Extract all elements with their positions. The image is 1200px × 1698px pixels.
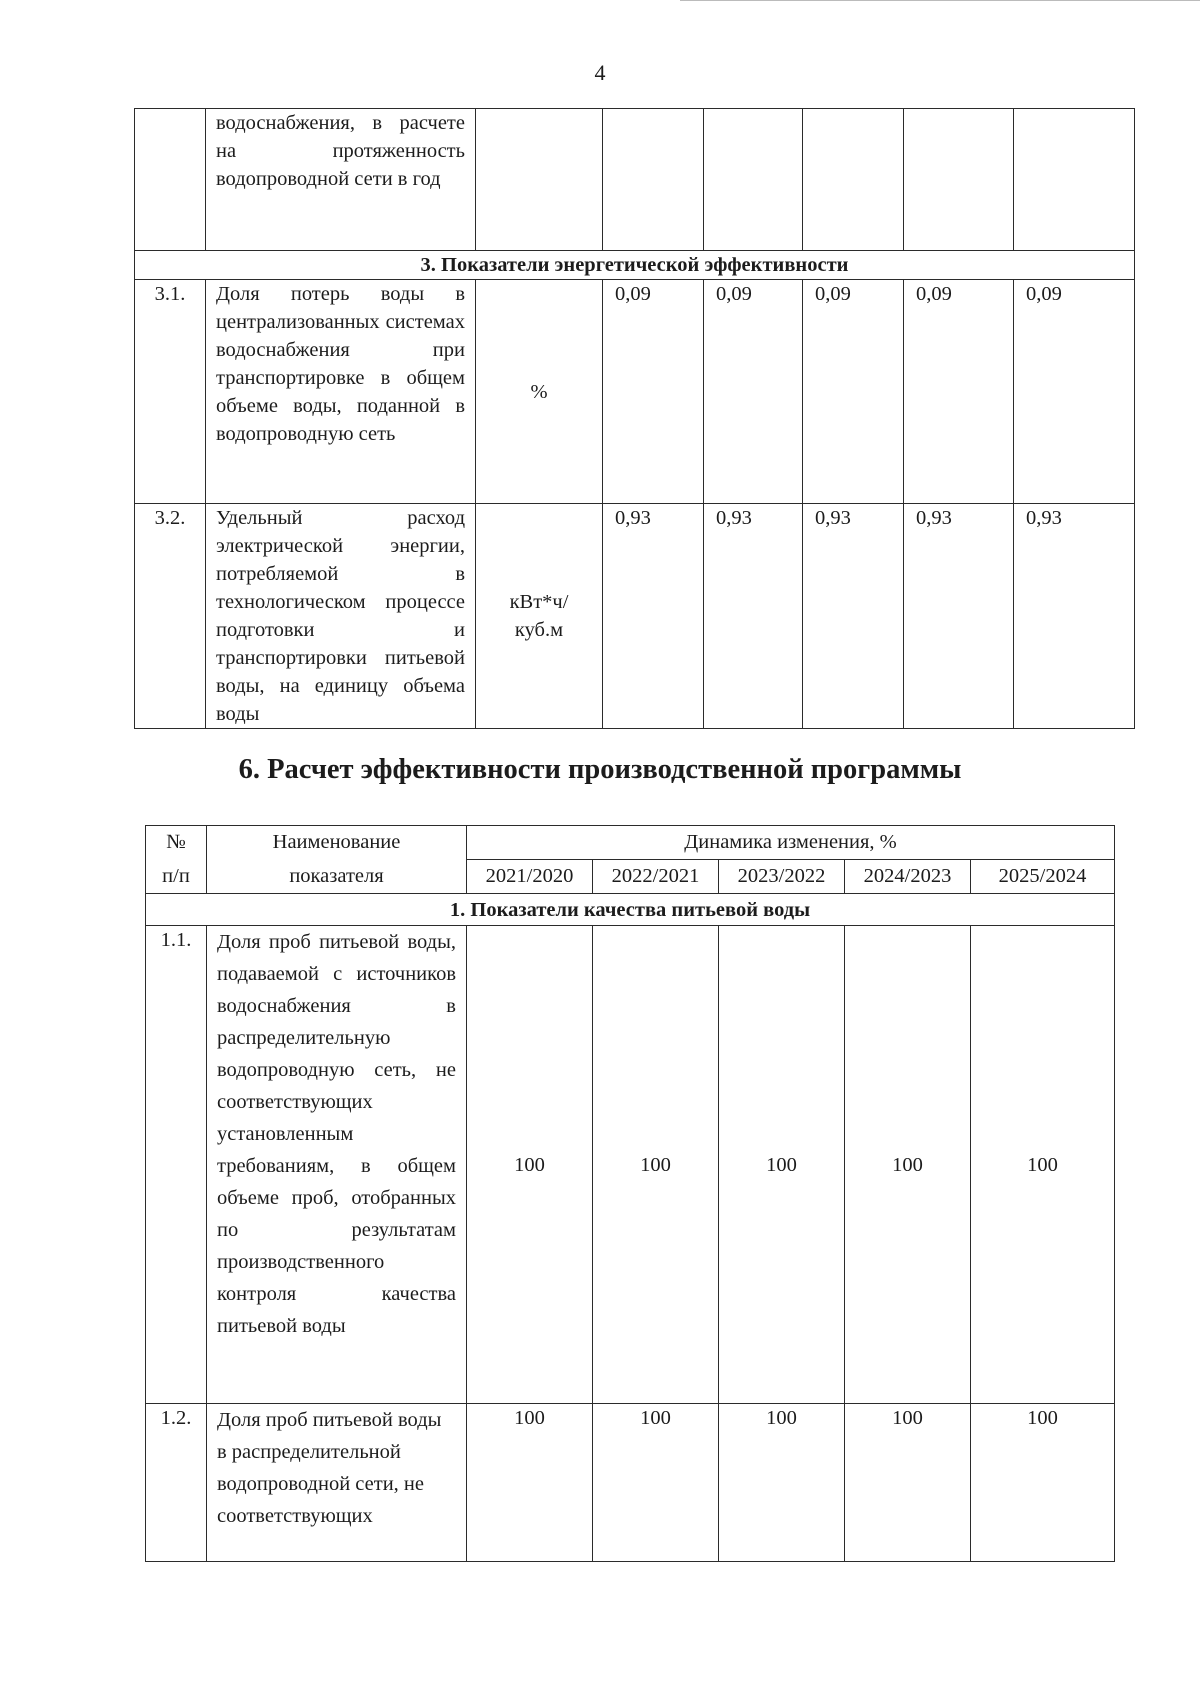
value-cell: 100: [593, 1404, 719, 1562]
value-cell: 0,93: [904, 504, 1014, 729]
row-number-cell: 1.1.: [146, 926, 207, 1404]
table-row: [146, 926, 1115, 1404]
table-row: [135, 504, 1135, 729]
value-cell: 100: [719, 926, 845, 1404]
period-header: 2023/2022: [719, 860, 845, 894]
section-row: [135, 251, 1135, 280]
value-cell: 0,09: [1014, 280, 1135, 504]
unit-cell: %: [476, 280, 603, 504]
indicator-name-cell: Доля проб питьевой воды в распределительной водопроводной сети, не соответствующих: [207, 1404, 467, 1562]
header-row: [146, 826, 1115, 860]
num-header: №: [146, 826, 207, 860]
row-number-cell: 1.2.: [146, 1404, 207, 1562]
row-number-cell: 3.1.: [135, 280, 206, 504]
name-header-line2: показателя: [207, 860, 467, 894]
indicator-name-cell: Доля проб питьевой воды, подаваемой с источников водоснабжения в распределительную водопроводную сеть, не соответствующих установленным требованиям, в общем объеме проб, отобранных по результатам производственного контроля качества питьевой воды: [207, 926, 467, 1404]
period-header: 2024/2023: [845, 860, 971, 894]
section-heading: 6. Расчет эффективности производственной программы: [238, 754, 962, 785]
value-cell: 100: [467, 926, 593, 1404]
period-header: 2021/2020: [467, 860, 593, 894]
period-header: 2025/2024: [971, 860, 1115, 894]
value-cell: 0,93: [704, 504, 803, 729]
value-cell: 100: [719, 1404, 845, 1562]
page-number: 4: [594, 60, 606, 85]
value-cell: 100: [845, 926, 971, 1404]
section-title: 1. Показатели качества питьевой воды: [146, 894, 1115, 926]
num-header-line2: п/п: [146, 860, 207, 894]
energy-efficiency-table: [134, 108, 1135, 729]
unit-cell: кВт*ч/ куб.м: [476, 504, 603, 729]
efficiency-dynamics-table: [145, 825, 1115, 1562]
value-cell: 0,09: [803, 280, 904, 504]
indicator-name-cell: Доля потерь воды в централизованных системах водоснабжения при транспортировке в общем объеме воды, поданной в водопроводную сеть: [206, 280, 476, 504]
section-row: [146, 894, 1115, 926]
table-row: [135, 109, 1135, 251]
table-row: [135, 280, 1135, 504]
row-number-cell: 3.2.: [135, 504, 206, 729]
table-row: [146, 1404, 1115, 1562]
indicator-name-cell: водоснабжения, в расчете на протяженность водопроводной сети в год: [206, 109, 476, 251]
value-cell: 0,93: [803, 504, 904, 729]
value-cell: 0,09: [904, 280, 1014, 504]
value-cell: 100: [467, 1404, 593, 1562]
value-cell: 0,09: [603, 280, 704, 504]
header-row: [146, 860, 1115, 894]
value-cell: 100: [971, 926, 1115, 1404]
indicator-name-cell: Удельный расход электрической энергии, потребляемой в технологическом процессе подготовки и транспортировки питьевой воды, на единицу объема воды: [206, 504, 476, 729]
row-number-cell: [135, 109, 206, 251]
dynamics-header: Динамика изменения, %: [467, 826, 1115, 860]
value-cell: 100: [593, 926, 719, 1404]
period-header: 2022/2021: [593, 860, 719, 894]
section-title: 3. Показатели энергетической эффективности: [135, 251, 1135, 280]
value-cell: 0,09: [704, 280, 803, 504]
name-header: Наименование: [207, 826, 467, 860]
page-top-line: [680, 0, 1200, 4]
value-cell: 100: [971, 1404, 1115, 1562]
value-cell: 0,93: [1014, 504, 1135, 729]
value-cell: 0,93: [603, 504, 704, 729]
value-cell: 100: [845, 1404, 971, 1562]
